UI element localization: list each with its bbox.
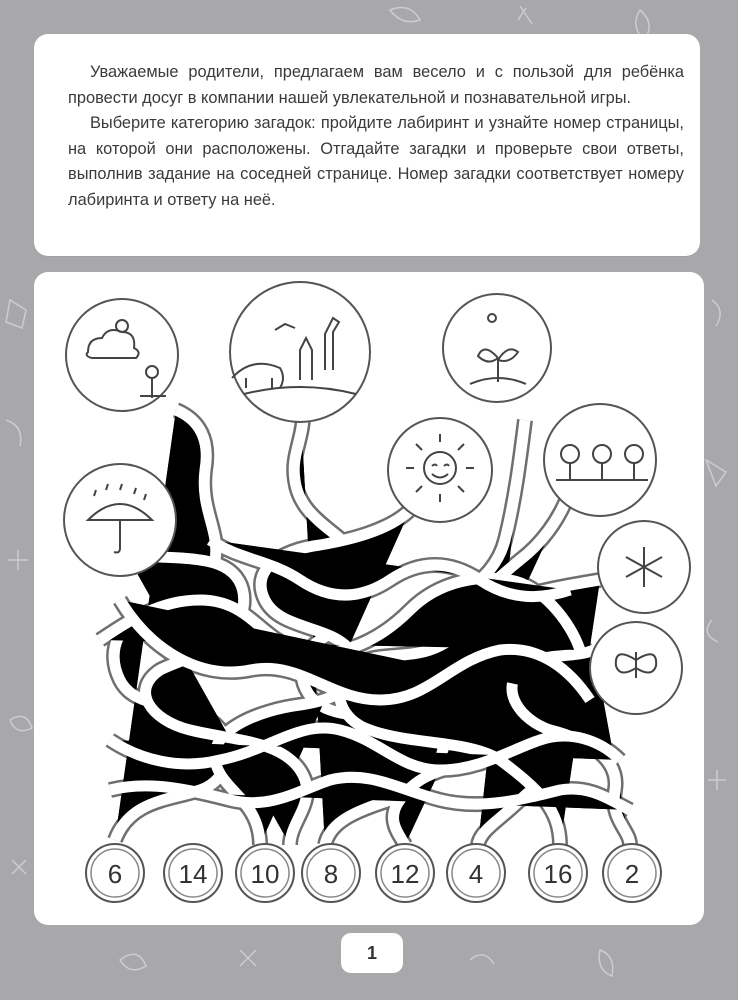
svg-text:6: 6 xyxy=(107,859,123,889)
number-option[interactable] xyxy=(302,844,360,902)
svg-text:8: 8 xyxy=(323,859,339,889)
category-plants[interactable] xyxy=(443,294,551,402)
maze-card xyxy=(34,272,704,925)
intro-paragraph-1: Уважаемые родители, предлагаем вам весело и с пользой для ребёнка провести досуг в компании нашей увлекательной и познавательной игры. xyxy=(68,63,684,107)
category-insects[interactable] xyxy=(590,622,682,714)
svg-text:10: 10 xyxy=(250,859,280,889)
intro-text-card xyxy=(34,34,700,256)
number-option[interactable] xyxy=(236,844,294,902)
intro-paragraph-2: Выберите категорию загадок: пройдите лабиринт и узнайте номер страницы, на которой они расположены. Отгадайте загадки и проверьте свои ответы, выполнив задание на соседней странице. Номер загадки соответствует номеру лабиринта и ответу на неё. xyxy=(68,114,684,209)
category-sun[interactable] xyxy=(388,418,492,522)
number-option[interactable] xyxy=(86,844,144,902)
number-option[interactable] xyxy=(603,844,661,902)
page-number: 1 xyxy=(341,933,403,973)
number-option[interactable] xyxy=(529,844,587,902)
number-option[interactable] xyxy=(376,844,434,902)
category-rain[interactable] xyxy=(64,464,176,576)
svg-text:12: 12 xyxy=(390,859,420,889)
category-weather[interactable] xyxy=(66,299,178,411)
svg-text:16: 16 xyxy=(543,859,573,889)
category-winter[interactable] xyxy=(598,521,690,613)
number-option[interactable] xyxy=(447,844,505,902)
svg-text:14: 14 xyxy=(178,859,208,889)
number-option[interactable] xyxy=(164,844,222,902)
category-flowers[interactable] xyxy=(544,404,656,516)
svg-text:2: 2 xyxy=(624,859,640,889)
category-animals[interactable] xyxy=(230,282,370,422)
page-number-circles xyxy=(86,844,661,902)
maze-drawing xyxy=(34,272,704,925)
svg-text:4: 4 xyxy=(468,859,484,889)
